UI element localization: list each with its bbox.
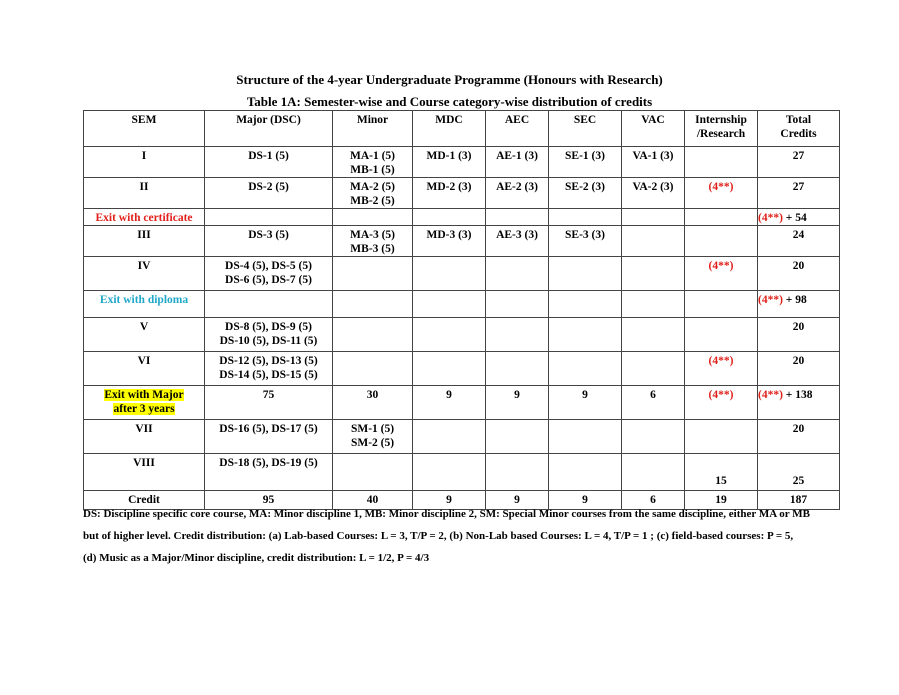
table-row (84, 147, 840, 178)
table-cell: 6 (622, 491, 685, 510)
table-cell (413, 257, 486, 291)
table-caption: Table 1A: Semester-wise and Course category-wise distribution of credits (246, 94, 653, 109)
table-cell: SE-3 (3) (549, 226, 622, 257)
table-cell: (4**) (685, 178, 758, 209)
footnote-line: but of higher level. Credit distribution: (a) Lab-based Courses: L = 3, T/P = 2, (b) Non-Lab based Courses: L = 4, T/P = 1 ; (c) field-based courses: P = 5, (83, 530, 794, 542)
table-cell (333, 352, 413, 386)
table-cell: 9 (486, 386, 549, 420)
table-row (84, 454, 840, 491)
sem-cell: IV (84, 257, 205, 291)
table-cell: 19 (685, 491, 758, 510)
table-cell (205, 291, 333, 318)
total-credits-cell: 187 (758, 491, 840, 510)
table-row (84, 291, 840, 318)
table-cell (685, 147, 758, 178)
sem-cell: III (84, 226, 205, 257)
table-cell (486, 420, 549, 454)
table-cell: SE-1 (3) (549, 147, 622, 178)
column-header: Total Credits (758, 111, 840, 147)
table-cell: 9 (549, 491, 622, 510)
total-credits-cell: (4**) + 138 (758, 386, 840, 420)
table-cell: SM-1 (5) SM-2 (5) (333, 420, 413, 454)
total-credits-cell: (4**) + 98 (758, 291, 840, 318)
table-cell (622, 454, 685, 491)
table-row (84, 209, 840, 226)
table-cell (622, 318, 685, 352)
column-header: Minor (333, 111, 413, 147)
table-cell: 9 (413, 491, 486, 510)
table-row (84, 318, 840, 352)
table-cell: AE-2 (3) (486, 178, 549, 209)
table-cell (486, 209, 549, 226)
table-cell: 40 (333, 491, 413, 510)
total-credits-cell: (4**) + 54 (758, 209, 840, 226)
table-cell: MD-1 (3) (413, 147, 486, 178)
table-cell: MA-2 (5) MB-2 (5) (333, 178, 413, 209)
table-cell: 9 (413, 386, 486, 420)
table-cell: 9 (549, 386, 622, 420)
total-credits-cell: 27 (758, 178, 840, 209)
table-cell (622, 257, 685, 291)
table-cell: 95 (205, 491, 333, 510)
table-row (84, 178, 840, 209)
table-cell (549, 209, 622, 226)
table-cell: DS-12 (5), DS-13 (5) DS-14 (5), DS-15 (5) (205, 352, 333, 386)
column-header: SEC (549, 111, 622, 147)
exit-diploma-label: Exit with diploma (99, 294, 189, 306)
table-cell (413, 209, 486, 226)
table-cell (622, 420, 685, 454)
table-cell (333, 291, 413, 318)
column-header: Internship /Research (685, 111, 758, 147)
table-cell: DS-3 (5) (205, 226, 333, 257)
footnotes (83, 503, 843, 569)
table-row (84, 352, 840, 386)
table-cell (622, 352, 685, 386)
table-cell: 30 (333, 386, 413, 420)
table-cell: DS-8 (5), DS-9 (5) DS-10 (5), DS-11 (5) (205, 318, 333, 352)
table-cell: DS-4 (5), DS-5 (5) DS-6 (5), DS-7 (5) (205, 257, 333, 291)
document-title: Structure of the 4-year Undergraduate Programme (Honours with Research) (236, 72, 663, 87)
table-cell: MA-3 (5) MB-3 (5) (333, 226, 413, 257)
table-cell (622, 226, 685, 257)
table-cell: AE-3 (3) (486, 226, 549, 257)
table-cell (413, 454, 486, 491)
table-cell (413, 420, 486, 454)
table-cell (622, 291, 685, 318)
table-cell: DS-2 (5) (205, 178, 333, 209)
table-cell (549, 420, 622, 454)
total-credits-cell: 20 (758, 318, 840, 352)
total-credits-cell: 24 (758, 226, 840, 257)
table-cell (333, 257, 413, 291)
table-cell: SE-2 (3) (549, 178, 622, 209)
sem-cell: Credit (84, 491, 205, 510)
column-header: MDC (413, 111, 486, 147)
table-cell (413, 352, 486, 386)
exit-certificate-label: Exit with certificate (95, 212, 193, 224)
table-cell (333, 454, 413, 491)
table-cell: 75 (205, 386, 333, 420)
table-cell (486, 352, 549, 386)
table-cell: 6 (622, 386, 685, 420)
table-cell: MA-1 (5) MB-1 (5) (333, 147, 413, 178)
table-cell: (4**) (685, 257, 758, 291)
total-credits-cell: 25 (758, 454, 840, 491)
table-cell: VA-1 (3) (622, 147, 685, 178)
sem-cell: V (84, 318, 205, 352)
table-header-row (84, 111, 840, 147)
table-row (84, 386, 840, 420)
table-cell (486, 454, 549, 491)
table-cell: (4**) (685, 386, 758, 420)
credit-distribution-table (83, 110, 840, 510)
table-cell (333, 209, 413, 226)
column-header: SEM (84, 111, 205, 147)
table-cell: AE-1 (3) (486, 147, 549, 178)
total-credits-cell: 20 (758, 257, 840, 291)
table-cell (685, 209, 758, 226)
sem-cell: II (84, 178, 205, 209)
table-cell (486, 318, 549, 352)
footnote-line: DS: Discipline specific core course, MA: Minor discipline 1, MB: Minor discipline 2, SM: Special Minor courses from the same discipline, either MA or MB (83, 508, 810, 520)
table-row (84, 226, 840, 257)
sem-cell: VIII (84, 454, 205, 491)
total-credits-cell: 20 (758, 420, 840, 454)
table-cell (413, 291, 486, 318)
sem-cell: VII (84, 420, 205, 454)
table-cell (685, 318, 758, 352)
table-cell: 9 (486, 491, 549, 510)
table-cell (333, 318, 413, 352)
table-cell: (4**) (685, 352, 758, 386)
table-cell: DS-1 (5) (205, 147, 333, 178)
table-cell (486, 291, 549, 318)
table-cell: MD-2 (3) (413, 178, 486, 209)
sem-cell (84, 291, 205, 318)
table-cell: VA-2 (3) (622, 178, 685, 209)
table-cell: DS-18 (5), DS-19 (5) (205, 454, 333, 491)
sem-cell: VI (84, 352, 205, 386)
column-header: AEC (486, 111, 549, 147)
table-cell (549, 257, 622, 291)
table-cell (685, 291, 758, 318)
column-header: VAC (622, 111, 685, 147)
table-cell (549, 352, 622, 386)
table-cell: 15 (685, 454, 758, 491)
total-credits-cell: 27 (758, 147, 840, 178)
footnote-line: (d) Music as a Major/Minor discipline, credit distribution: L = 1/2, P = 4/3 (83, 552, 430, 564)
table-cell (549, 318, 622, 352)
table-cell (486, 257, 549, 291)
table-cell (413, 318, 486, 352)
table-cell (685, 420, 758, 454)
sem-cell (84, 386, 205, 420)
table-cell (685, 226, 758, 257)
column-header: Major (DSC) (205, 111, 333, 147)
sem-cell: I (84, 147, 205, 178)
table-cell (205, 209, 333, 226)
total-credits-cell: 20 (758, 352, 840, 386)
table-cell (622, 209, 685, 226)
table-row (84, 257, 840, 291)
table-cell: MD-3 (3) (413, 226, 486, 257)
sem-cell (84, 209, 205, 226)
table-cell (549, 454, 622, 491)
table-cell: DS-16 (5), DS-17 (5) (205, 420, 333, 454)
table-cell (549, 291, 622, 318)
exit-major-label: Exit with Major after 3 years (104, 389, 184, 415)
table-row (84, 420, 840, 454)
